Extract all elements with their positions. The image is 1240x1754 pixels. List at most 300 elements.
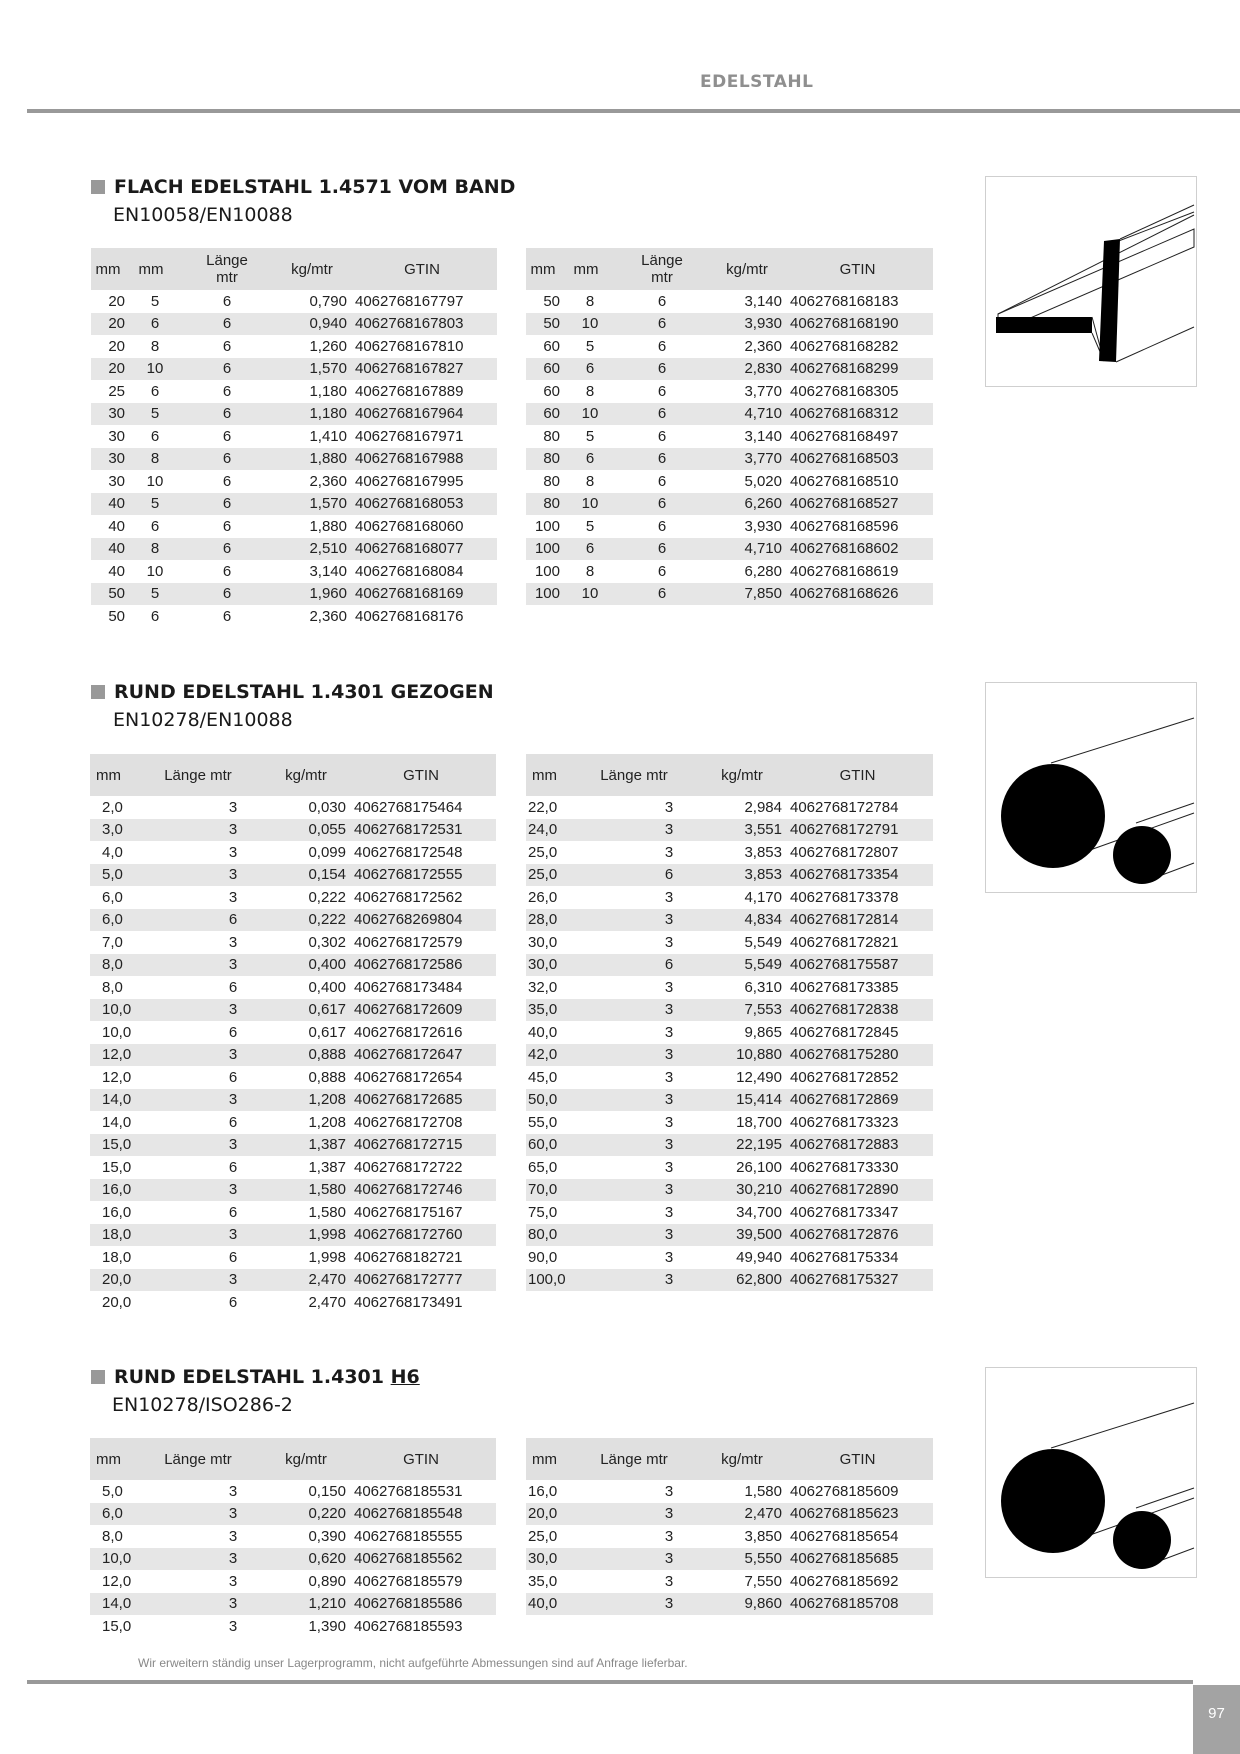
table-cell: 5 [125,493,177,516]
column-header: GTIN [782,248,933,290]
table-cell: 3 [664,933,674,951]
table-row [526,290,933,313]
table-cell: 3 [130,1044,266,1067]
table-cell: 5,0 [102,1482,123,1500]
column-header: GTIN [782,754,933,796]
table-cell: 4062768185562 [346,1548,496,1571]
table-row [91,290,497,313]
table-cell: 6 [657,292,667,310]
table-cell: 5 [125,583,177,606]
table-cell: 6 [177,538,277,561]
table-cell: 1,387 [266,1134,346,1157]
table-cell: 6,0 [102,888,123,906]
table-cell: 0,150 [308,1482,346,1500]
table-cell: 3 [130,1593,266,1616]
table-cell: 3 [566,1503,702,1526]
table-cell: 30 [91,448,125,471]
column-header: GTIN [346,1438,496,1480]
table-row [526,313,933,336]
table-cell: 4062768168190 [782,313,933,336]
table-row [526,470,933,493]
table-cell: 1,390 [308,1617,346,1635]
column-header: GTIN [346,754,496,796]
table-cell: 3 [566,1089,702,1112]
table-cell: 32,0 [528,978,558,996]
table-row [91,605,497,628]
table-row [526,886,933,909]
table-cell: 4062768168183 [790,292,899,310]
table-cell: 35,0 [526,999,566,1022]
table-row [91,538,497,561]
table-cell: 3 [228,888,238,906]
table-cell: 6 [222,382,232,400]
table-cell: 4062768175327 [782,1269,933,1292]
table-cell: 9,860 [702,1593,782,1616]
table-cell: 12,490 [736,1068,782,1086]
table-row [526,841,933,864]
round-bar-image [985,682,1197,893]
table-cell: 1,180 [309,382,347,400]
table-cell: 5,550 [702,1548,782,1571]
column-header: Länge mtr [566,754,702,796]
table-cell: 55,0 [528,1113,558,1131]
table-cell: 12,0 [102,1068,132,1086]
table-cell: 4062768185548 [346,1503,496,1526]
section-title-text: RUND EDELSTAHL 1.4301 [114,1366,391,1388]
table-cell: 6 [150,427,160,445]
table-cell: 60 [543,382,560,400]
table-header-row [90,754,496,796]
section-title: RUND EDELSTAHL 1.4301 GEZOGEN [114,681,494,703]
table-cell: 6 [228,1293,238,1311]
table-cell: 12,0 [90,1044,130,1067]
table-cell: 4062768172555 [346,864,496,887]
table-cell: 3,850 [744,1527,782,1545]
table-cell: 6 [228,1023,238,1041]
table-cell: 6 [222,517,232,535]
table-cell: 4062768167827 [347,358,497,381]
table-cell: 4062768168619 [790,562,899,580]
column-header: Länge mtr [612,248,712,290]
table-cell: 22,0 [528,798,558,816]
table-cell: 50 [543,292,560,310]
table-cell: 20,0 [90,1269,130,1292]
column-header: kg/mtr [277,248,347,290]
table-cell: 8 [585,382,595,400]
table-cell: 12,0 [102,1572,132,1590]
table-cell: 4062768172876 [782,1224,933,1247]
table-row [526,493,933,516]
table-cell: 20 [91,313,125,336]
table-cell: 6 [177,313,277,336]
table-cell: 50 [526,313,560,336]
column-header: mm [91,248,125,290]
table-row [90,1089,496,1112]
table-cell: 80 [526,493,560,516]
table-cell: 3 [566,909,702,932]
table-cell: 3 [566,819,702,842]
table-cell: 6 [228,1248,238,1266]
table-cell: 3 [130,954,266,977]
table-cell: 6 [177,583,277,606]
table-cell: 4062768185531 [354,1482,463,1500]
table-row [526,1570,933,1593]
table-cell: 40 [108,562,125,580]
table-cell: 4062768168312 [782,403,933,426]
table-cell: 3 [664,1113,674,1131]
table-cell: 3 [566,1134,702,1157]
table-cell: 6 [612,538,712,561]
table-cell: 6 [228,1113,238,1131]
table-cell: 3 [566,1044,702,1067]
table-cell: 0,400 [308,978,346,996]
column-header: mm [90,1438,130,1480]
table-cell: 0,030 [308,798,346,816]
table-row [526,448,933,471]
table-cell: 1,260 [309,337,347,355]
table-cell: 3 [130,1089,266,1112]
table-row [91,470,497,493]
table-cell: 6 [177,403,277,426]
footer-divider [27,1680,1193,1684]
table-cell: 5 [125,403,177,426]
table-header-row [91,248,497,290]
table-cell: 8 [125,538,177,561]
table-cell: 100 [534,562,560,580]
table-cell: 26,100 [736,1158,782,1176]
table-row [90,954,496,977]
table-cell: 6 [222,292,232,310]
column-header: mm [526,1438,566,1480]
table-row [526,954,933,977]
table-cell: 6 [560,358,612,381]
table-cell: 6 [228,1158,238,1176]
table-cell: 3 [664,978,674,996]
table-cell: 4062768175167 [354,1203,463,1221]
table-cell: 50 [108,607,125,625]
table-cell: 3,140 [744,292,782,310]
table-cell: 3,930 [712,313,782,336]
table-cell: 100 [526,538,560,561]
table-cell: 0,617 [308,1023,346,1041]
table-cell: 10,880 [702,1044,782,1067]
table-cell: 30,0 [526,1548,566,1571]
table-cell: 2,984 [744,798,782,816]
table-cell: 6 [612,358,712,381]
table-cell: 2,360 [309,472,347,490]
table-row [526,358,933,381]
table-cell: 4062768167995 [355,472,464,490]
table-cell: 80 [543,427,560,445]
table-cell: 45,0 [528,1068,558,1086]
flat-bar-icon [986,177,1196,386]
table-cell: 8,0 [102,1527,123,1545]
table-cell: 0,940 [277,313,347,336]
table-cell: 28,0 [526,909,566,932]
table-cell: 6 [130,909,266,932]
table-cell: 8 [125,448,177,471]
table-cell: 25,0 [528,1527,558,1545]
table-row [90,1066,496,1089]
table-cell: 18,700 [736,1113,782,1131]
table-cell: 3 [664,1068,674,1086]
table-cell: 4062768175280 [782,1044,933,1067]
table-row [526,335,933,358]
table-row [526,1089,933,1112]
table-cell: 4062768172890 [782,1179,933,1202]
table-cell: 40 [91,493,125,516]
table-cell: 6,0 [90,909,130,932]
table-cell: 10,0 [102,1023,132,1041]
table-cell: 4062768168084 [355,562,464,580]
table-row [91,403,497,426]
table-cell: 4062768182721 [354,1248,463,1266]
table-cell: 35,0 [528,1572,558,1590]
table-cell: 4062768172579 [354,933,463,951]
table-cell: 4062768173347 [790,1203,899,1221]
table-cell: 3 [664,1158,674,1176]
table-cell: 0,302 [308,933,346,951]
table-cell: 3,140 [744,427,782,445]
round-bar-image [985,1367,1197,1578]
table-cell: 6 [150,517,160,535]
table-row [526,796,933,819]
table-cell: 3 [664,1248,674,1266]
table-cell: 10 [560,313,612,336]
table-cell: 1,570 [277,493,347,516]
table-cell: 1,180 [277,403,347,426]
table-row [90,1570,496,1593]
table-cell: 20,0 [526,1503,566,1526]
table-cell: 15,0 [90,1134,130,1157]
table-row [526,864,933,887]
table-cell: 34,700 [736,1203,782,1221]
table-cell: 6 [222,607,232,625]
table-row [90,1134,496,1157]
table-cell: 6 [177,493,277,516]
product-table-left [91,248,497,628]
table-cell: 2,470 [702,1503,782,1526]
table-header-row [90,1438,496,1480]
table-cell: 8 [150,337,160,355]
column-header: GTIN [347,248,497,290]
column-header: mm [90,754,130,796]
table-cell: 3 [664,1527,674,1545]
table-cell: 4,0 [102,843,123,861]
product-table-left [90,1438,496,1638]
table-cell: 7,550 [744,1572,782,1590]
footnote: Wir erweitern ständig unser Lagerprogramm, nicht aufgeführte Abmessungen sind auf Anfrage lieferbar. [138,1656,688,1670]
table-cell: 6 [560,538,612,561]
table-cell: 1,208 [308,1113,346,1131]
table-cell: 2,470 [308,1293,346,1311]
table-cell: 0,154 [266,864,346,887]
table-row [90,1503,496,1526]
table-cell: 80 [526,448,560,471]
table-cell: 3 [664,1023,674,1041]
table-cell: 4062768172685 [346,1089,496,1112]
table-row [90,1044,496,1067]
table-row [90,1525,496,1548]
table-cell: 4062768172791 [782,819,933,842]
product-table-right [526,1438,933,1615]
column-header: kg/mtr [702,1438,782,1480]
table-cell: 4062768172869 [782,1089,933,1112]
table-cell: 6 [657,472,667,490]
table-cell: 4062768172746 [346,1179,496,1202]
table-cell: 20 [108,292,125,310]
table-cell: 100,0 [526,1269,566,1292]
table-cell: 4062768185593 [354,1617,463,1635]
table-cell: 3,853 [702,864,782,887]
table-row [526,1111,933,1134]
table-cell: 3 [664,798,674,816]
table-cell: 3 [228,1482,238,1500]
table-cell: 3 [228,1617,238,1635]
table-cell: 4062768168176 [355,607,464,625]
table-cell: 1,580 [308,1203,346,1221]
table-row [526,909,933,932]
page-number: 97 [1193,1685,1240,1754]
table-cell: 4062768168596 [790,517,899,535]
table-cell: 3 [130,1134,266,1157]
table-row [526,560,933,583]
table-cell: 4062768172609 [346,999,496,1022]
table-cell: 3 [566,1179,702,1202]
table-cell: 6 [612,583,712,606]
table-row [90,976,496,999]
table-cell: 4062768167803 [347,313,497,336]
table-cell: 5 [585,427,595,445]
table-row [526,1021,933,1044]
table-cell: 90,0 [528,1248,558,1266]
table-cell: 25 [108,382,125,400]
table-cell: 40,0 [526,1593,566,1616]
table-cell: 2,830 [712,358,782,381]
table-cell: 4062768185586 [346,1593,496,1616]
table-cell: 6 [150,607,160,625]
round-bar-icon [986,1368,1196,1577]
table-cell: 20 [108,337,125,355]
table-row [526,425,933,448]
table-cell: 4062768168626 [782,583,933,606]
table-cell: 3,770 [744,382,782,400]
table-cell: 3 [664,843,674,861]
table-cell: 4062768167797 [355,292,464,310]
table-cell: 3 [566,1593,702,1616]
table-cell: 16,0 [102,1203,132,1221]
table-row [91,515,497,538]
table-cell: 4062768185654 [790,1527,899,1545]
table-cell: 30,0 [526,954,566,977]
table-cell: 60 [543,337,560,355]
table-cell: 42,0 [526,1044,566,1067]
table-row [91,335,497,358]
table-cell: 1,998 [308,1248,346,1266]
table-cell: 4062768172647 [346,1044,496,1067]
table-cell: 4062768173323 [790,1113,899,1131]
table-header-row [526,248,933,290]
table-cell: 3 [130,864,266,887]
table-cell: 6,310 [744,978,782,996]
table-cell: 3,0 [90,819,130,842]
section-subtitle: EN10278/ISO286-2 [112,1394,293,1416]
table-cell: 8 [585,472,595,490]
table-cell: 10 [560,493,612,516]
table-cell: 49,940 [736,1248,782,1266]
table-cell: 0,222 [266,909,346,932]
table-row [90,1291,496,1314]
table-cell: 50,0 [526,1089,566,1112]
table-cell: 5,0 [90,864,130,887]
table-cell: 9,865 [744,1023,782,1041]
table-cell: 4062768172784 [790,798,899,816]
table-cell: 10 [125,358,177,381]
table-cell: 4062768168077 [347,538,497,561]
table-cell: 5 [585,517,595,535]
table-cell: 6 [612,313,712,336]
table-cell: 4062768172715 [346,1134,496,1157]
table-cell: 3 [130,1224,266,1247]
table-row [90,1593,496,1616]
table-cell: 16,0 [528,1482,558,1500]
header-divider [27,109,1240,113]
column-header: Länge mtr [566,1438,702,1480]
table-cell: 0,099 [308,843,346,861]
table-row [526,1480,933,1503]
table-cell: 3 [664,1203,674,1221]
table-cell: 5 [150,292,160,310]
table-cell: 0,888 [266,1044,346,1067]
square-bullet-icon [91,180,105,194]
table-cell: 3 [566,1269,702,1292]
table-row [526,1224,933,1247]
table-cell: 22,195 [702,1134,782,1157]
table-row [90,1246,496,1269]
table-cell: 1,880 [309,517,347,535]
table-cell: 0,055 [266,819,346,842]
table-cell: 1,570 [277,358,347,381]
table-cell: 10 [146,472,164,490]
table-cell: 4062768167964 [347,403,497,426]
table-cell: 0,888 [308,1068,346,1086]
table-cell: 0,220 [266,1503,346,1526]
table-cell: 18,0 [90,1224,130,1247]
table-cell: 3 [566,1224,702,1247]
table-cell: 4062768168282 [790,337,899,355]
table-cell: 5 [585,337,595,355]
header-title: EDELSTAHL [700,72,814,92]
table-cell: 4062768168060 [355,517,464,535]
table-cell: 14,0 [90,1593,130,1616]
table-row [90,1269,496,1292]
table-cell: 15,414 [702,1089,782,1112]
table-row [526,1066,933,1089]
table-row [90,1111,496,1134]
table-cell: 24,0 [526,819,566,842]
table-cell: 4062768175587 [782,954,933,977]
section-heading [91,1366,420,1388]
table-row [90,931,496,954]
table-cell: 2,360 [309,607,347,625]
table-row [526,538,933,561]
table-cell: 3 [228,933,238,951]
table-cell: 6 [657,337,667,355]
column-header: kg/mtr [266,754,346,796]
table-cell: 3,930 [744,517,782,535]
table-cell: 40 [91,538,125,561]
table-cell: 3,140 [309,562,347,580]
